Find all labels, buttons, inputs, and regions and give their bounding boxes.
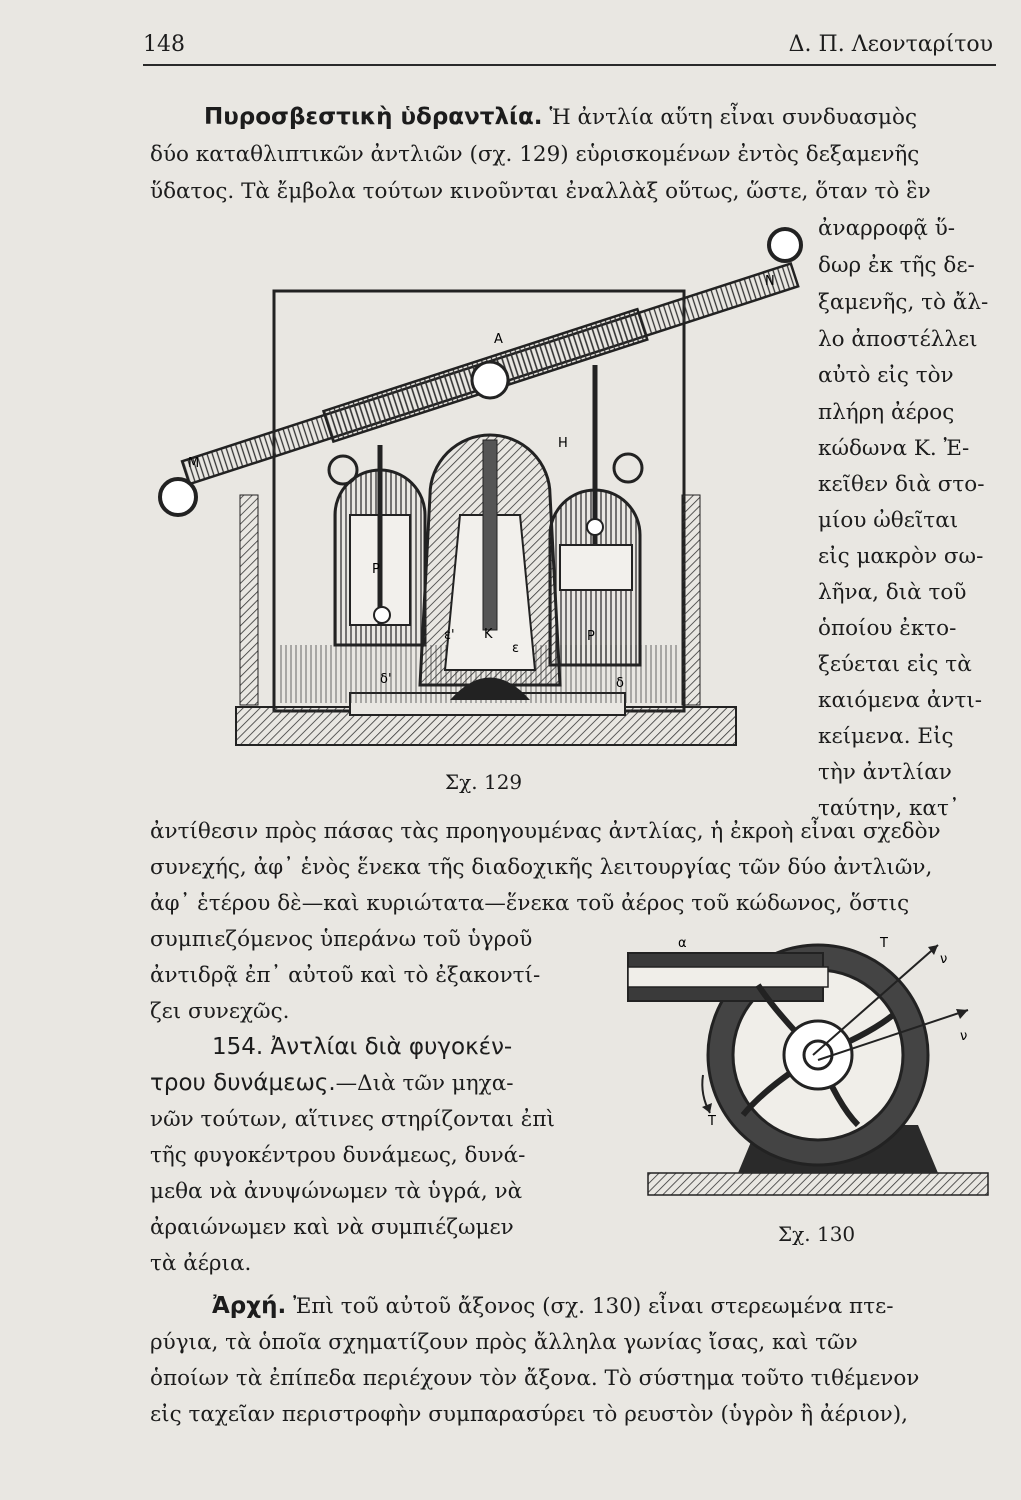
figure-130-caption: Σχ. 130 <box>778 1222 856 1246</box>
paragraph-line: Ἡ ἀντλία αὕτη εἶναι συνδυασμὸς <box>549 105 918 130</box>
side-line: ξεύεται εἰς τὰ <box>818 652 972 677</box>
paragraph-line: ὕδατος. Τὰ ἔμβολα τούτων κινοῦνται ἐναλλὰξ οὕτως, ὥστε, ὅταν τὸ ἓν <box>150 179 931 204</box>
paragraph-line: ζει συνεχῶς. <box>150 999 290 1024</box>
figure-label: Α <box>494 332 503 347</box>
principle-first-line <box>212 1290 894 1323</box>
paragraph-line: ἀντιδρᾷ ἐπ᾽ αὐτοῦ καὶ τὸ ἐξακοντί- <box>150 963 541 988</box>
figure-label: α <box>678 936 687 951</box>
side-line: πλήρη ἀέρος <box>818 400 955 425</box>
paragraph-line: νῶν τούτων, αἵτινες στηρίζονται ἐπὶ <box>150 1107 555 1132</box>
figure-label: δ' <box>380 672 392 687</box>
paragraph-line: ἀντίθεσιν πρὸς πάσας τὰς προηγουμένας ἀντλίας, ἡ ἐκροὴ εἶναι σχεδὸν <box>150 819 941 844</box>
figure-label: Κ <box>484 627 493 642</box>
principle-title: Ἀρχή. <box>212 1293 287 1319</box>
figure-label: ν <box>940 952 948 967</box>
figure-label: Τ <box>708 1114 716 1129</box>
side-line: ἀναρροφᾷ ὕ- <box>818 216 956 241</box>
figure-label: Ρ <box>372 562 380 577</box>
figure-129-fire-pump <box>150 215 810 750</box>
side-line: εἰς μακρὸν σω- <box>818 544 984 569</box>
section-154-heading: 154. Ἀντλίαι διὰ φυγοκέν- <box>212 1034 513 1060</box>
paragraph-line: μεθα νὰ ἀνυψώνωμεν τὰ ὑγρά, νὰ <box>150 1179 523 1204</box>
side-line: τὴν ἀντλίαν <box>818 760 952 785</box>
paragraph-line: τῆς φυγοκέντρου δυνάμεως, δυνά- <box>150 1143 526 1168</box>
section-title-line <box>204 101 917 134</box>
paragraph-line: ὁποίων τὰ ἐπίπεδα περιέχουν τὸν ἄξονα. Τὸ σύστημα τοῦτο τιθέμενον <box>150 1366 920 1391</box>
side-line: ξαμενῆς, τὸ ἄλ- <box>818 290 989 315</box>
side-line: αὐτὸ εἰς τὸν <box>818 363 954 388</box>
figure-label: Τ <box>880 936 888 951</box>
figure-label: ν <box>960 1029 968 1044</box>
header-rule <box>143 64 996 66</box>
paragraph-line: Ἐπὶ τοῦ αὐτοῦ ἄξονος (σχ. 130) εἶναι στερεωμένα πτε- <box>293 1294 894 1319</box>
figure-label: Μ <box>188 456 200 471</box>
side-line: λῆνα, διὰ τοῦ <box>818 580 967 605</box>
figure-label: Ν <box>765 274 775 289</box>
figure-130-centrifugal-pump <box>618 925 998 1210</box>
figure-label: ε <box>512 641 520 656</box>
side-line: ταύτην, κατ᾽ <box>818 796 960 821</box>
paragraph-line: ἀραιώνωμεν καὶ νὰ συμπιέζωμεν <box>150 1215 514 1240</box>
paragraph-line: τὰ ἀέρια. <box>150 1251 252 1276</box>
side-line: κώδωνα Κ. Ἐ- <box>818 436 970 461</box>
paragraph-line: εἰς ταχεῖαν περιστροφὴν συμπαρασύρει τὸ ρευστὸν (ὑγρὸν ἢ ἀέριον), <box>150 1402 908 1427</box>
side-line: λο ἀποστέλλει <box>818 327 978 352</box>
paragraph-line: ρύγια, τὰ ὁποῖα σχηματίζουν πρὸς ἄλληλα γωνίας ἴσας, καὶ τῶν <box>150 1330 858 1355</box>
figure-label: ε' <box>444 628 455 643</box>
paragraph-line: ἀφ᾽ ἑτέρου δὲ—καὶ κυριώτατα—ἕνεκα τοῦ ἀέρος τοῦ κώδωνος, ὅστις <box>150 891 910 916</box>
side-line: κείμενα. Εἰς <box>818 724 954 749</box>
figure-129-caption: Σχ. 129 <box>445 770 523 794</box>
paragraph-line: συνεχής, ἀφ᾽ ἑνὸς ἕνεκα τῆς διαδοχικῆς λειτουργίας τῶν δύο ἀντλιῶν, <box>150 855 933 880</box>
side-line: ὁποίου ἐκτο- <box>818 616 957 641</box>
side-line: κεῖθεν διὰ στο- <box>818 472 985 497</box>
paragraph-line: —Διὰ τῶν μηχα- <box>335 1071 514 1096</box>
section-title: Πυροσβεστικὴ ὑδραντλία. <box>204 104 543 130</box>
running-header-author: Δ. Π. Λεονταρίτου <box>788 32 993 57</box>
paragraph-line: συμπιεζόμενος ὑπεράνω τοῦ ὑγροῦ <box>150 927 533 952</box>
figure-label: δ <box>616 676 624 691</box>
figure-label: Ρ <box>587 629 595 644</box>
side-line: καιόμενα ἀντι- <box>818 688 983 713</box>
side-line: δωρ ἐκ τῆς δε- <box>818 253 975 278</box>
paragraph-line: δύο καταθλιπτικῶν ἀντλιῶν (σχ. 129) εὑρισκομένων ἐντὸς δεξαμενῆς <box>150 142 920 167</box>
side-line: μίου ὠθεῖται <box>818 508 959 533</box>
figure-label: Η <box>558 436 568 451</box>
section-154-heading-line <box>150 1067 513 1100</box>
section-154-heading-cont: τρου δυνάμεως. <box>150 1070 336 1096</box>
page-number: 148 <box>143 32 185 57</box>
